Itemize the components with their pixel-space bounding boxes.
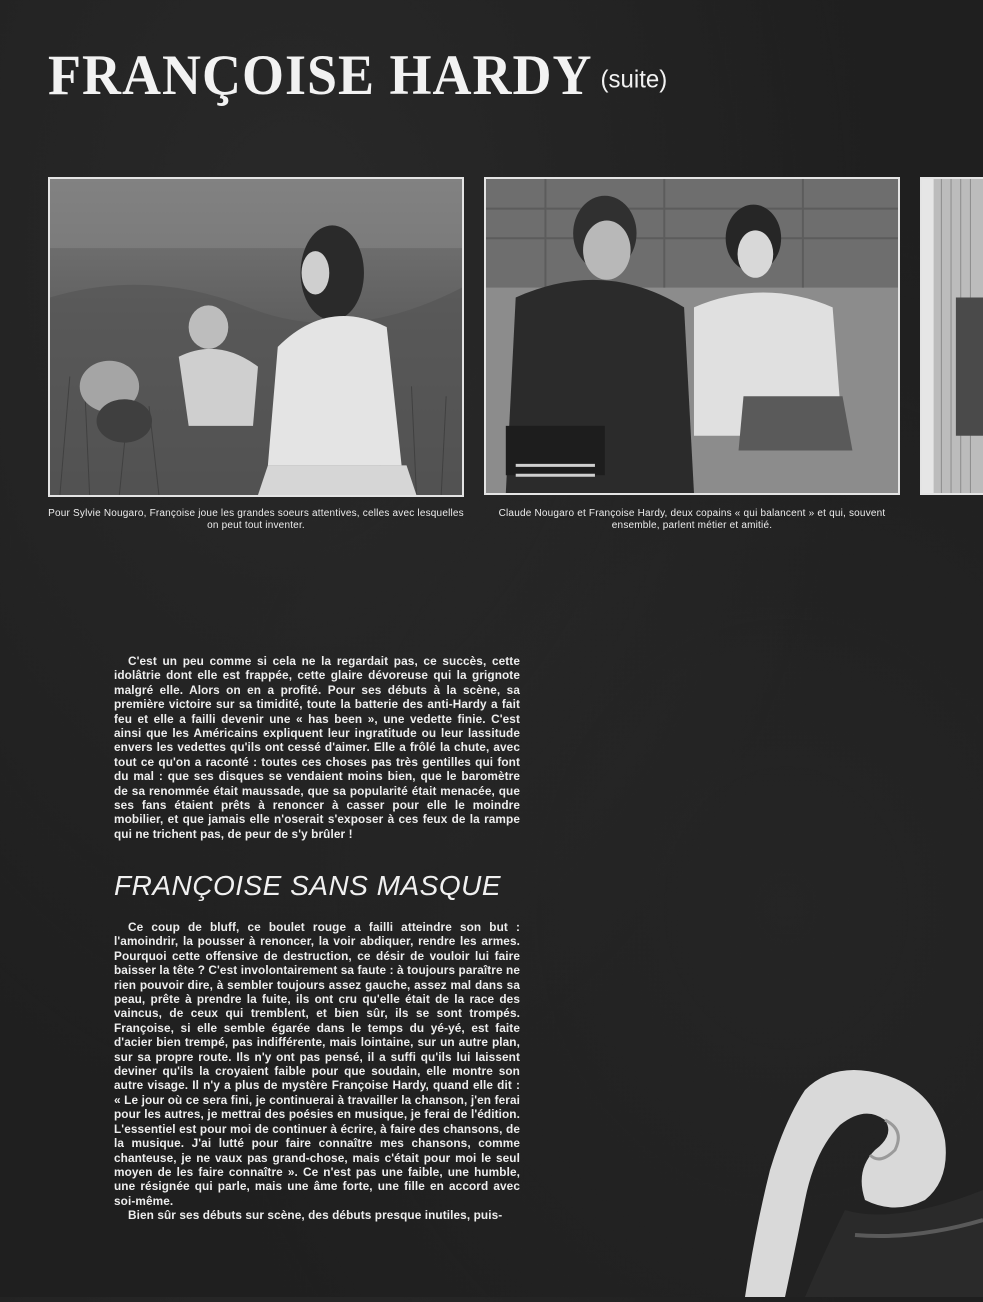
photo-edge-image — [922, 179, 983, 493]
photo-left-image — [50, 179, 462, 495]
photo-right-image — [486, 179, 898, 493]
paragraph-1-text: C'est un peu comme si cela ne la regardait pas, ce succès, cette idolâtrie dont elle est frappée, cette glaire dévoreuse qui la grignote malgré elle. Alors on en a profité. Pour ses débuts à la scène, sa première victoire sur sa timidité, toute la batterie des anti-Hardy a fait feu et elle a failli devenir une « has been », une vedette finie. C'est ainsi que les Américains expliquent leur ingratitude ou leur lassitude envers les vedettes qu'ils ont cessé d'aimer. Elle a frôlé la chute, avec tout ce qu'on a raconté : toutes ces choses pas très gentilles qui font du mal : que ses disques se vendaient moins bien, que le baromètre de sa renommée était maussade, que sa popularité était menacée, que ses fans étaient prêts à renoncer à casser pour elle le moindre mobilier, et que jamais elle n'oserait s'exposer à ces feux de la rampe qui ne trichent pas, de peur de s'y brûler ! — [114, 654, 520, 841]
article-paragraph-1 — [114, 654, 520, 841]
title-suite: (suite) — [600, 65, 668, 94]
title-text: FRANÇOISE HARDY — [48, 43, 593, 107]
photo-left — [48, 177, 464, 497]
hand-photo-fragment — [745, 1050, 983, 1297]
paragraph-3-text: Bien sûr ses débuts sur scène, des débuts presque inutiles, puis- — [128, 1208, 503, 1223]
photo-edge — [920, 177, 983, 495]
hand-image — [745, 1050, 983, 1297]
caption-right: Claude Nougaro et Françoise Hardy, deux copains « qui balancent » et qui, souvent ensemble, parlent métier et amitié. — [498, 508, 886, 531]
photo-right — [484, 177, 900, 495]
page-title — [48, 42, 667, 107]
article-subheading: FRANÇOISE SANS MASQUE — [114, 870, 502, 901]
caption-left: Pour Sylvie Nougaro, Françoise joue les grandes soeurs attentives, celles avec lesquelles on peut tout inventer. — [48, 508, 464, 531]
article-paragraph-2 — [114, 920, 520, 1223]
paragraph-2-text: Ce coup de bluff, ce boulet rouge a failli atteindre son but : l'amoindrir, la pousser à renoncer, la voir abdiquer, rendre les armes. Pourquoi cette offensive de destruction, ce désir de vouloir lui faire baisser la tête ? C'est involontairement sa faute : à toujours paraître ne rien pouvoir dire, à sembler toujours assez gauche, assez mal dans sa peau, prête à prendre la fuite, ils ont cru qu'elle était de la race des vaincus, de ceux qui tremblent, et bien sûr, ils se sont trompés. Françoise, si elle semble égarée dans le temps du yé-yé, est faite d'acier bien trempé, pas indifférente, mais lointaine, sur un autre plan, sur sa propre route. Ils n'y ont pas pensé, il a suffi qu'ils lui laissent deviner qu'ils la croyaient faible pour que soudain, elle montre son autre visage. Il n'y a plus de mystère Françoise Hardy, quand elle dit : « Le jour où ce sera fini, je continuerai à travailler la chanson, j'en ferai pour les autres, je mettrai des poésies en musique, je ferai de l'édition. L'essentiel est pour moi de continuer à écrire, à faire des chansons, de la musique. J'ai lutté pour faire connaître mes chansons, comme chanteuse, je ne vaux pas grand-chose, mais c'était pour moi le seul moyen de les faire connaître ». Ce n'est pas une faible, une humble, une résignée qui parle, mais une âme forte, une fille en accord avec soi-même. — [114, 920, 520, 1208]
